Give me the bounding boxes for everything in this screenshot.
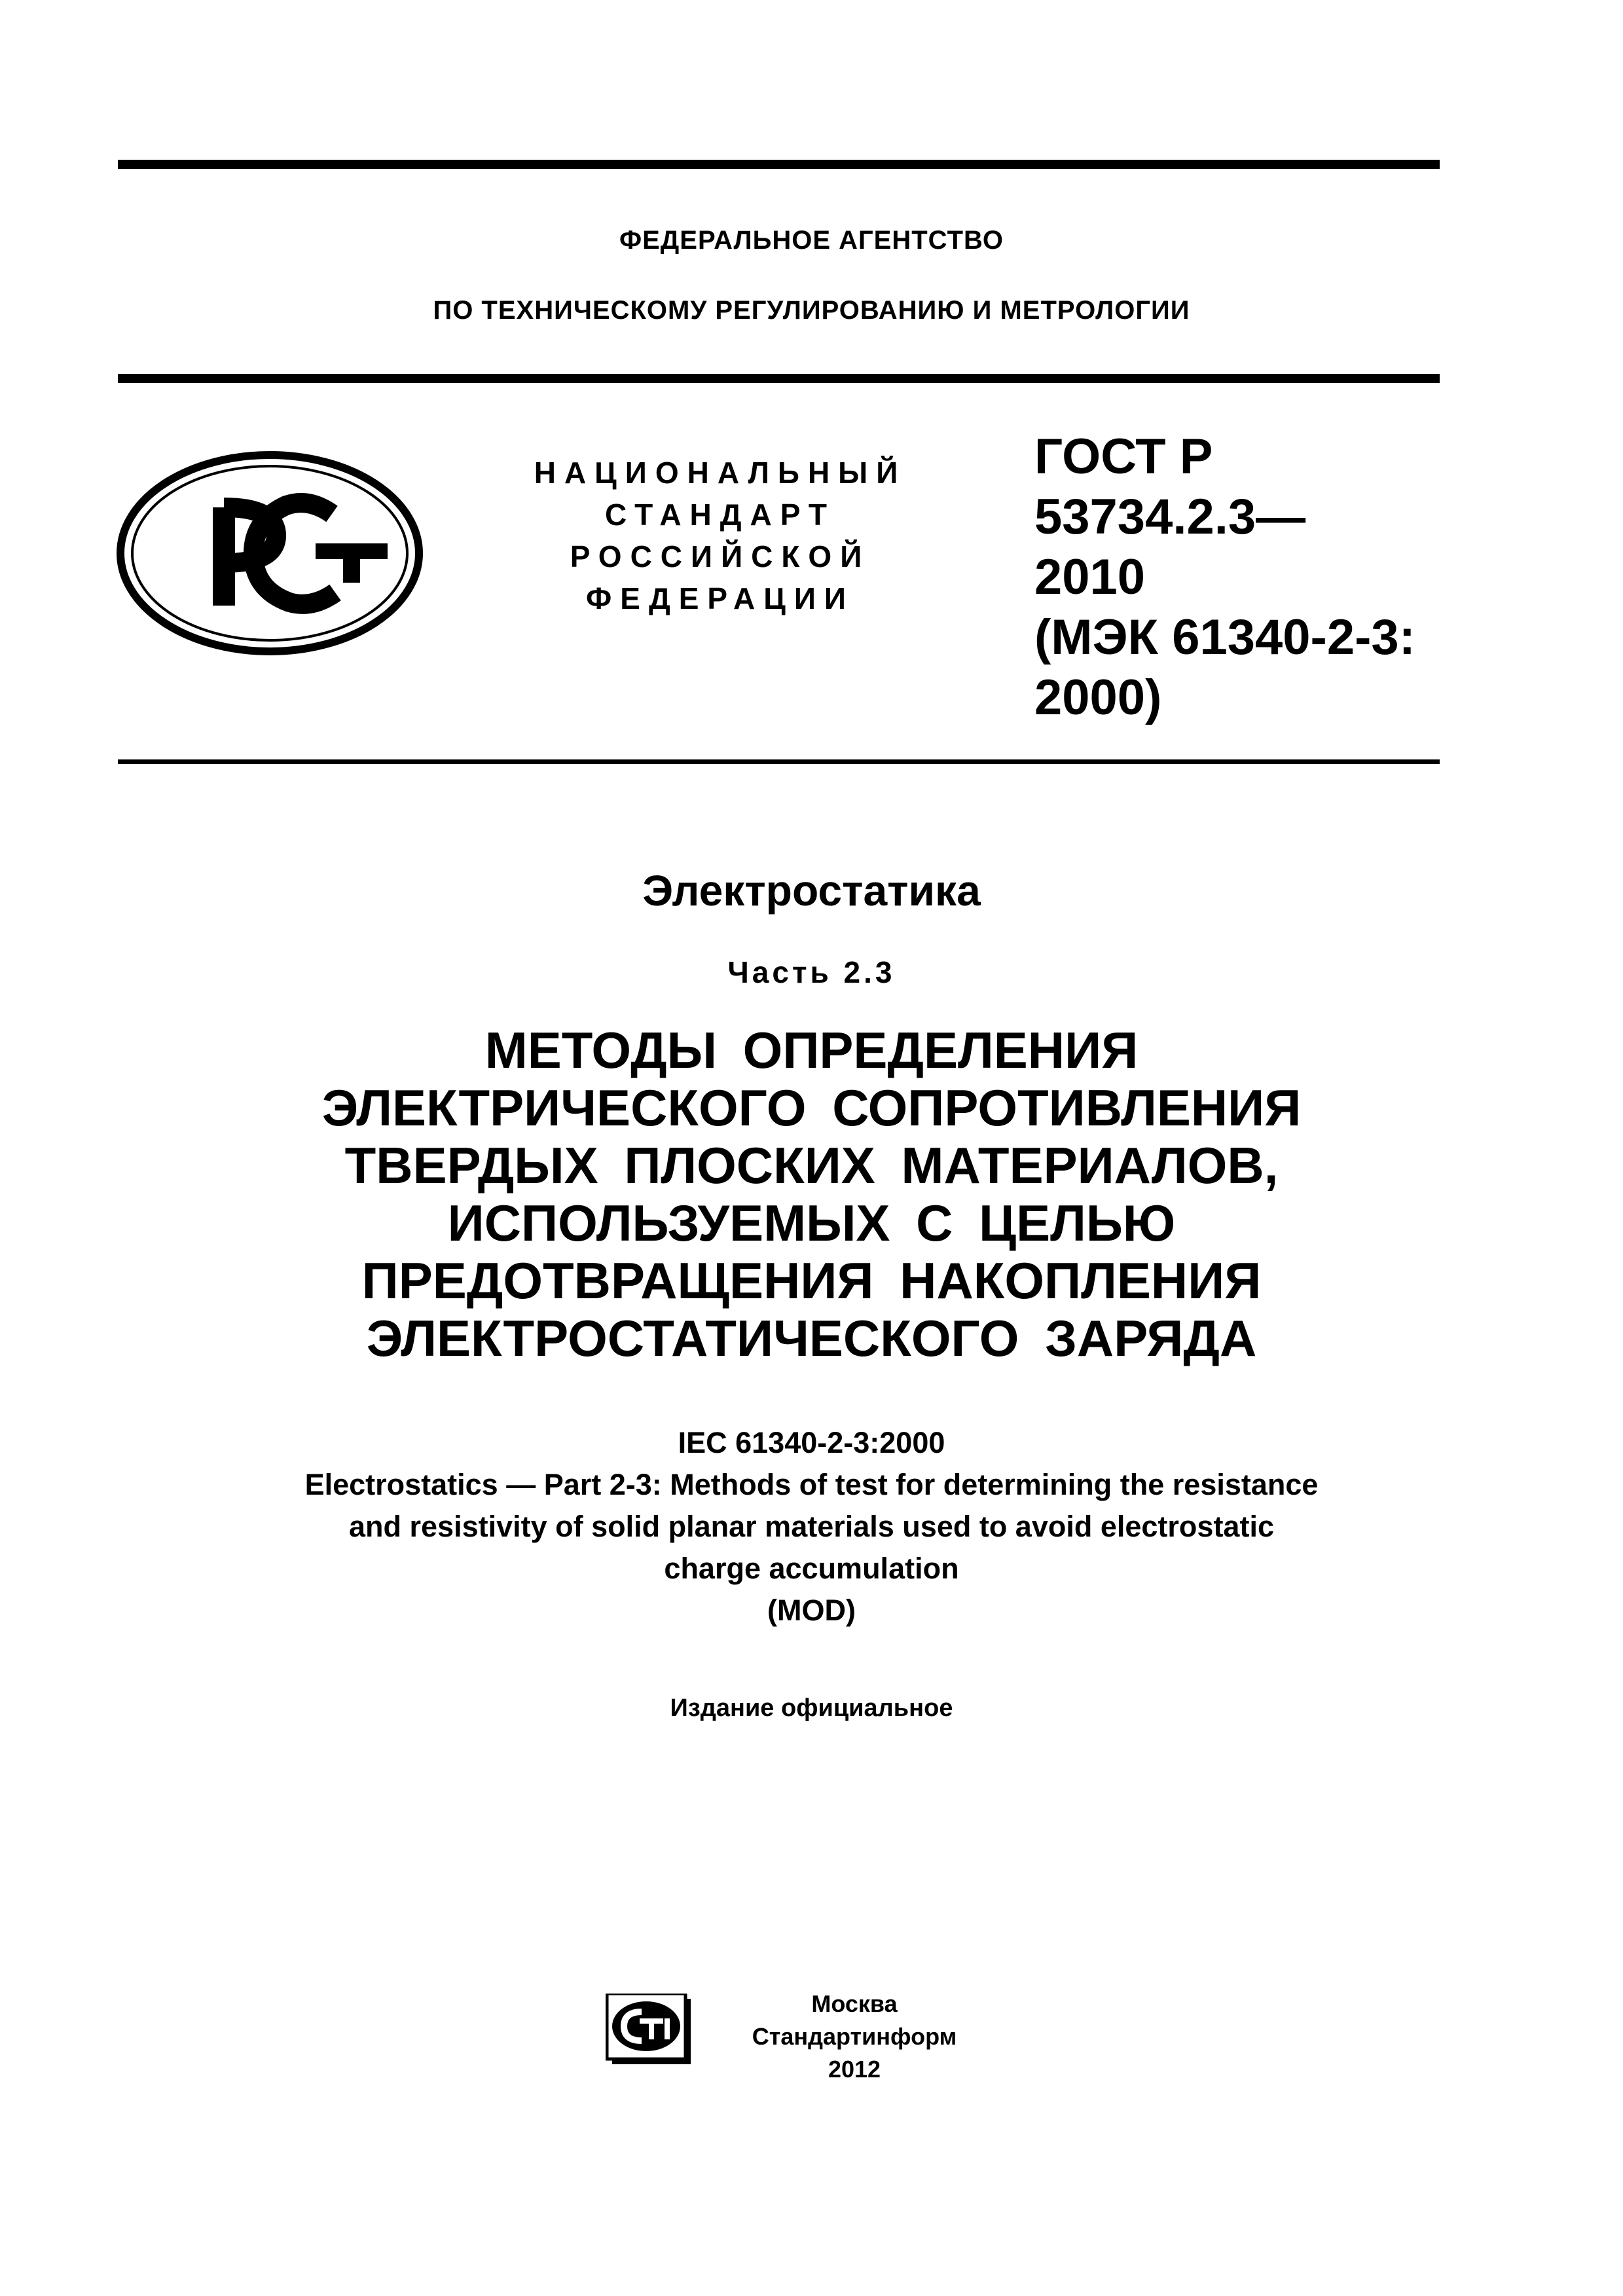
designation-line-5: 2000) <box>1034 670 1162 725</box>
publisher-info <box>730 1988 979 2086</box>
designation-line-2: 53734.2.3— <box>1034 489 1306 545</box>
designation-line-4: (МЭК 61340-2-3: <box>1034 610 1415 665</box>
designation-line-3: 2010 <box>1034 549 1146 605</box>
top-rule <box>118 160 1440 169</box>
section-rule <box>118 759 1440 764</box>
edition-label: Издание официальное <box>670 1694 953 1722</box>
agency-line-1: ФЕДЕРАЛЬНОЕ АГЕНТСТВО <box>619 226 1004 255</box>
english-title-line: charge accumulation <box>664 1552 959 1585</box>
main-title-line: ПРЕДОТВРАЩЕНИЯ НАКОПЛЕНИЯ <box>361 1252 1262 1309</box>
main-title <box>0 1021 1623 1367</box>
english-title-line: and resistivity of solid planar materials used to avoid electrostatic <box>349 1510 1274 1543</box>
national-standard-line-1: НАЦИОНАЛЬНЫЙ <box>534 456 907 490</box>
main-title-line: ЭЛЕКТРИЧЕСКОГО СОПРОТИВЛЕНИЯ <box>321 1079 1302 1137</box>
national-standard-line-3: РОССИЙСКОЙ <box>570 539 871 574</box>
rst-logo <box>113 445 427 661</box>
main-title-line: ИСПОЛЬЗУЕМЫХ С ЦЕЛЬЮ <box>447 1194 1176 1252</box>
main-title-line: МЕТОДЫ ОПРЕДЕЛЕНИЯ <box>484 1021 1139 1079</box>
english-title-line: IEC 61340-2-3:2000 <box>678 1426 945 1459</box>
publication-year: 2012 <box>828 2056 881 2083</box>
main-title-line: ТВЕРДЫХ ПЛОСКИХ МАТЕРИАЛОВ, <box>344 1137 1279 1194</box>
agency-line-2: ПО ТЕХНИЧЕСКОМУ РЕГУЛИРОВАНИЮ И МЕТРОЛОГИИ <box>433 296 1190 325</box>
standard-designation <box>1034 427 1415 728</box>
standartinform-logo <box>606 1994 697 2069</box>
english-title-line: (MOD) <box>767 1594 856 1627</box>
national-standard-line-2: СТАНДАРТ <box>605 498 835 532</box>
main-title-line: ЭЛЕКТРОСТАТИЧЕСКОГО ЗАРЯДА <box>366 1309 1257 1367</box>
national-standard-line-4: ФЕДЕРАЦИИ <box>586 581 854 615</box>
subject-title: Электростатика <box>642 866 981 915</box>
publisher-city: Москва <box>811 1990 898 2017</box>
designation-line-1: ГОСТ Р <box>1034 429 1213 484</box>
part-number: Часть 2.3 <box>727 955 896 989</box>
english-title-line: Electrostatics — Part 2-3: Methods of test for determining the resistance <box>304 1468 1319 1501</box>
national-standard-label <box>478 452 962 619</box>
publisher-name: Стандартинформ <box>752 2023 957 2050</box>
header-rule <box>118 374 1440 383</box>
english-title <box>0 1422 1623 1631</box>
